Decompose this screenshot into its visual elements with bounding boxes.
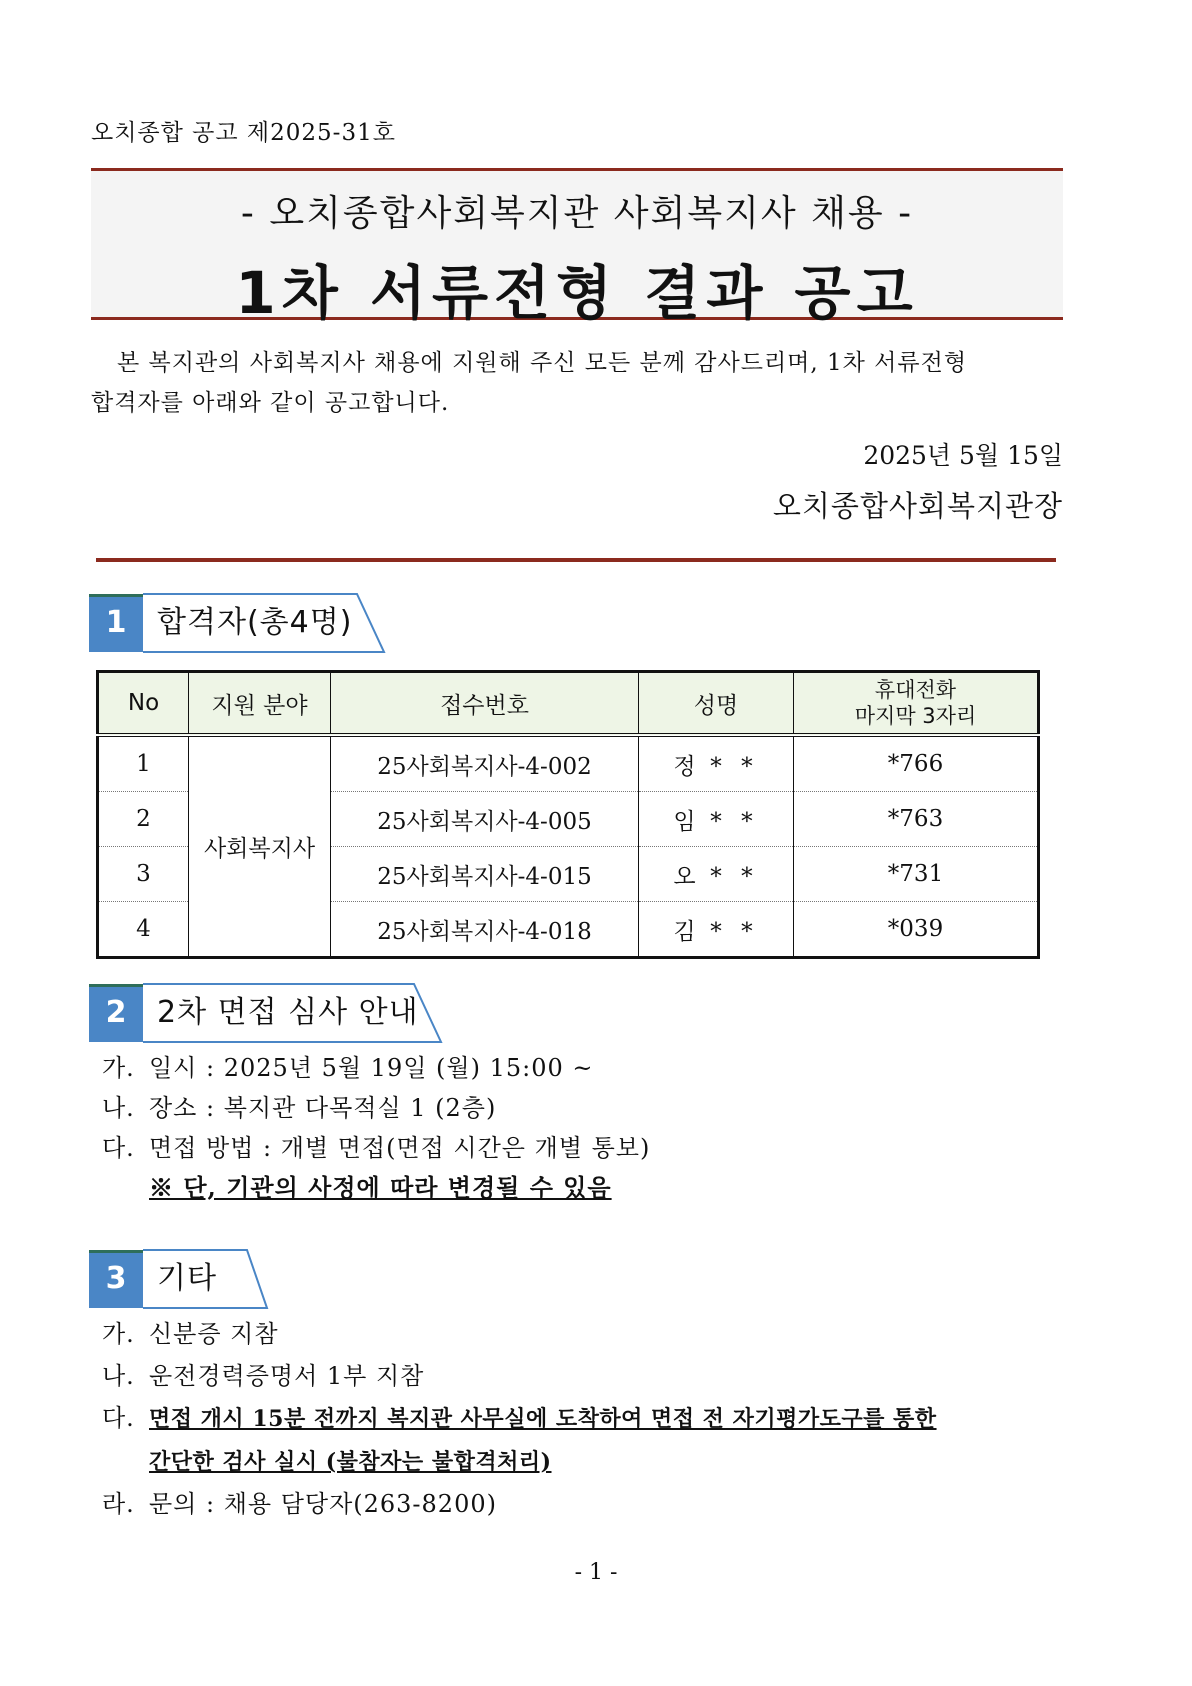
list-item: [102, 1048, 1042, 1088]
col-header-no: No: [98, 672, 189, 736]
list-item: [102, 1397, 1062, 1440]
section2-title: 2차 면접 심사 안내: [157, 995, 419, 1030]
section2-number: 2: [89, 984, 143, 1042]
cell-name: [639, 792, 794, 847]
divider: [96, 558, 1056, 562]
cell-name: [639, 902, 794, 958]
page-number: - 1 -: [574, 1560, 618, 1585]
col-header-field: 지원 분야: [189, 672, 331, 736]
list-text: 면접 방법 : 개별 면접(면접 시간은 개별 통보): [149, 1134, 651, 1162]
intro-line1: 본 복지관의 사회복지사 채용에 지원해 주신 모든 분께 감사드리며, 1차 서류전형: [117, 350, 968, 376]
cell-name: [639, 735, 794, 792]
table-row: [98, 735, 1039, 792]
section2-heading: [89, 984, 449, 1042]
list-text: 문의 : 채용 담당자(263-8200): [149, 1490, 497, 1518]
cell-phone: *763: [794, 792, 1039, 847]
name-mask: * *: [710, 808, 759, 835]
results-table: [96, 670, 1040, 959]
list-text: 장소 : 복지관 다목적실 1 (2층): [149, 1094, 497, 1122]
section3-title: 기타: [157, 1261, 217, 1296]
list-item: [102, 1313, 1062, 1355]
list-marker: 나.: [102, 1362, 135, 1390]
cell-field: 사회복지사: [189, 735, 331, 958]
interview-info-list: [102, 1048, 1042, 1208]
notice-number: 오치종합 공고 제2025-31호: [91, 120, 396, 146]
cell-receipt: 25사회복지사-4-002: [331, 735, 639, 792]
col-header-phone-line1: 휴대전화: [874, 678, 957, 702]
note-row: [102, 1168, 1042, 1208]
section1-heading: [89, 594, 389, 652]
section3-heading: [89, 1250, 289, 1308]
col-header-phone-line2: 마지막 3자리: [854, 704, 977, 728]
change-notice: ※ 단, 기관의 사정에 따라 변경될 수 있음: [149, 1173, 612, 1202]
cell-name: [639, 847, 794, 902]
table-header-row: [98, 672, 1039, 736]
name-mask: * *: [710, 863, 759, 890]
cell-no: 3: [98, 847, 189, 902]
col-header-phone: [794, 672, 1039, 736]
list-marker: 가.: [102, 1054, 135, 1082]
section1-title: 합격자(총4명): [157, 605, 353, 640]
list-marker: 라.: [102, 1490, 135, 1518]
intro-paragraph: [91, 343, 1061, 423]
list-item: [102, 1088, 1042, 1128]
list-item-continuation: [102, 1440, 1062, 1483]
surname: 김: [673, 918, 696, 945]
list-item: [102, 1355, 1062, 1397]
section3-number: 3: [89, 1250, 143, 1308]
list-marker: 다.: [102, 1134, 135, 1162]
announcement-date: 2025년 5월 15일: [863, 441, 1063, 470]
cell-no: 1: [98, 735, 189, 792]
cell-receipt: 25사회복지사-4-005: [331, 792, 639, 847]
name-mask: * *: [710, 918, 759, 945]
intro-line2: 합격자를 아래와 같이 공고합니다.: [91, 390, 450, 416]
section1-number: 1: [89, 594, 143, 652]
list-text: 신분증 지참: [149, 1320, 279, 1348]
list-text: 일시 : 2025년 5월 19일 (월) 15:00 ~: [149, 1054, 594, 1082]
cell-phone: *039: [794, 902, 1039, 958]
surname: 정: [673, 753, 696, 780]
list-marker: 가.: [102, 1320, 135, 1348]
col-header-receipt: 접수번호: [331, 672, 639, 736]
misc-list: [102, 1313, 1062, 1525]
list-item: [102, 1483, 1062, 1525]
cell-no: 2: [98, 792, 189, 847]
issuer: 오치종합사회복지관장: [772, 489, 1063, 523]
cell-no: 4: [98, 902, 189, 958]
col-header-name: 성명: [639, 672, 794, 736]
page-title: 1차 서류전형 결과 공고: [235, 259, 919, 327]
title-line1: - 오치종합사회복지관 사회복지사 채용 -: [240, 193, 914, 234]
cell-receipt: 25사회복지사-4-015: [331, 847, 639, 902]
list-marker: 나.: [102, 1094, 135, 1122]
title-box: [91, 168, 1063, 327]
list-text: 간단한 검사 실시 (불참자는 불합격처리): [149, 1449, 552, 1475]
list-text: 운전경력증명서 1부 지참: [149, 1362, 425, 1390]
cell-receipt: 25사회복지사-4-018: [331, 902, 639, 958]
surname: 오: [673, 863, 696, 890]
surname: 임: [673, 808, 696, 835]
list-item: [102, 1128, 1042, 1168]
cell-phone: *766: [794, 735, 1039, 792]
list-marker: 다.: [102, 1404, 135, 1432]
list-text: 면접 개시 15분 전까지 복지관 사무실에 도착하여 면접 전 자기평가도구를 통한: [149, 1406, 937, 1432]
cell-phone: *731: [794, 847, 1039, 902]
name-mask: * *: [710, 753, 759, 780]
